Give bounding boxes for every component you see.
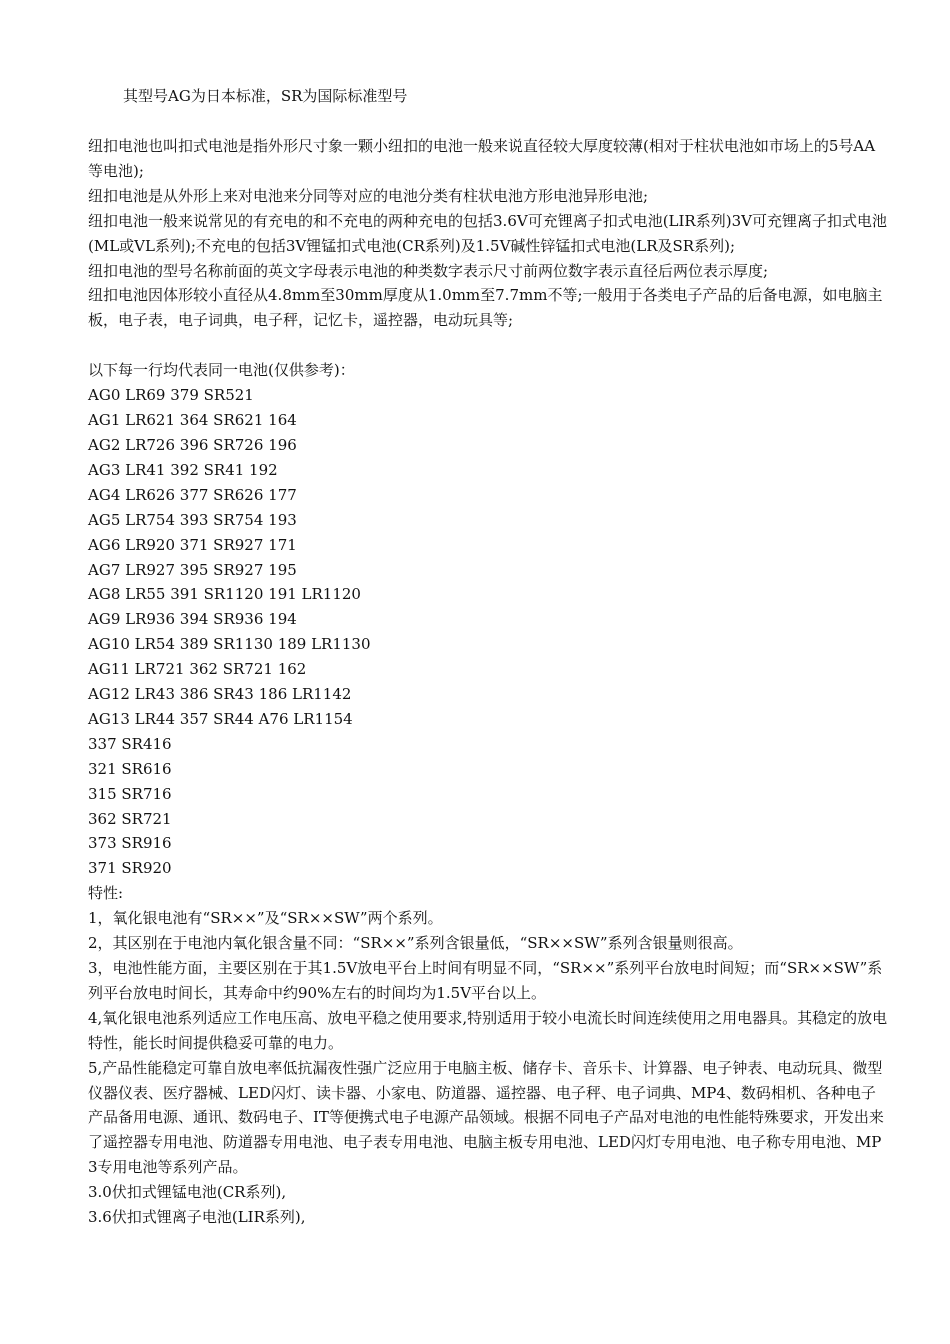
features-section: [88, 881, 888, 1230]
paragraph: 纽扣电池因体形较小直径从4.8mm至30mm厚度从1.0mm至7.7mm不等;一般用于各类电子产品的后备电源，如电脑主板，电子表，电子词典，电子秤，记忆卡，遥控器，电动玩具等;: [88, 286, 883, 330]
equivalent-row: AG10 LR54 389 SR1130 189 LR1130: [88, 635, 371, 654]
intro-line: 其型号AG为日本标准，SR为国际标准型号: [123, 87, 408, 105]
equivalent-row: 337 SR416: [88, 734, 172, 753]
equivalent-row: AG7 LR927 395 SR927 195: [88, 560, 297, 579]
equivalent-row: AG13 LR44 357 SR44 A76 LR1154: [88, 709, 353, 728]
feature-item: 3，电池性能方面，主要区别在于其1.5V放电平台上时间有明显不同，“SR××”系列平台放电时间短；而“SR××SW”系列平台放电时间长，其寿命中约90%左右的时间均为1.5V平台以上。: [88, 959, 883, 1002]
equivalent-row: AG0 LR69 379 SR521: [88, 386, 254, 405]
blank-line: [88, 109, 888, 134]
equivalent-row: 371 SR920: [88, 859, 172, 878]
equivalent-row: 362 SR721: [88, 809, 172, 828]
equivalent-row: AG5 LR754 393 SR754 193: [88, 510, 297, 529]
paragraph: 纽扣电池是从外形上来对电池来分同等对应的电池分类有柱状电池方形电池异形电池;: [88, 186, 649, 205]
feature-item: 1，氧化银电池有“SR××”及“SR××SW”两个系列。: [88, 909, 443, 928]
equivalent-row: AG6 LR920 371 SR927 171: [88, 535, 297, 554]
equivalent-row: AG9 LR936 394 SR936 194: [88, 610, 297, 629]
equivalent-row: AG3 LR41 392 SR41 192: [88, 460, 278, 479]
description-section: [88, 134, 888, 333]
equivalent-row: AG11 LR721 362 SR721 162: [88, 660, 307, 679]
feature-item: 3.6伏扣式锂离子电池(LIR系列),: [88, 1208, 306, 1227]
feature-item: 3.0伏扣式锂锰电池(CR系列),: [88, 1183, 287, 1202]
blank-line: [88, 333, 888, 358]
paragraph: 纽扣电池的型号名称前面的英文字母表示电池的种类数字表示尺寸前两位数字表示直径后两位表示厚度;: [88, 261, 769, 280]
equivalent-row: 373 SR916: [88, 834, 172, 853]
equivalent-row: AG12 LR43 386 SR43 186 LR1142: [88, 685, 352, 704]
equivalents-section: [88, 358, 888, 881]
equivalent-row: AG4 LR626 377 SR626 177: [88, 485, 297, 504]
paragraph: 纽扣电池一般来说常见的有充电的和不充电的两种充电的包括3.6V可充锂离子扣式电池(LIR系列)3V可充锂离子扣式电池(ML或VL系列);不充电的包括3V锂锰扣式电池(CR系列)及1.5V碱性锌锰扣式电池(LR及SR系列);: [88, 211, 887, 255]
equivalent-row: AG2 LR726 396 SR726 196: [88, 435, 297, 454]
equivalent-row: 315 SR716: [88, 784, 172, 803]
document-page: [88, 84, 888, 1230]
equivalent-row: AG1 LR621 364 SR621 164: [88, 411, 297, 430]
equivalent-row: AG8 LR55 391 SR1120 191 LR1120: [88, 585, 361, 604]
feature-item: 5,产品性能稳定可靠自放电率低抗漏夜性强广泛应用于电脑主板、储存卡、音乐卡、计算器、电子钟表、电动玩具、微型仪器仪表、医疗器械、LED闪灯、读卡器、小家电、防道器、遥控器、电子秤、电子词典、MP4、数码相机、各种电子产品备用电源、通讯、数码电子、IT等便携式电子电源产品领域。根据不同电子产品对电池的电性能特殊要求，开发出来了遥控器专用电池、防道器专用电池、电子表专用电池、电脑主板专用电池、LED闪灯专用电池、电子称专用电池、MP3专用电池等系列产品。: [88, 1058, 884, 1177]
equivalents-heading: 以下每一行均代表同一电池(仅供参考)：: [88, 361, 355, 380]
equivalent-row: 321 SR616: [88, 759, 172, 778]
features-heading: 特性:: [88, 884, 124, 903]
feature-item: 2，其区别在于电池内氧化银含量不同：“SR××”系列含银量低，“SR××SW”系列含银量则很高。: [88, 934, 743, 953]
feature-item: 4,氧化银电池系列适应工作电压高、放电平稳之使用要求,特别适用于较小电流长时间连续使用之用电器具。其稳定的放电特性，能长时间提供稳妥可靠的电力。: [88, 1008, 888, 1052]
paragraph: 纽扣电池也叫扣式电池是指外形尺寸象一颗小纽扣的电池一般来说直径较大厚度较薄(相对于柱状电池如市场上的5号AA等电池);: [88, 137, 876, 180]
